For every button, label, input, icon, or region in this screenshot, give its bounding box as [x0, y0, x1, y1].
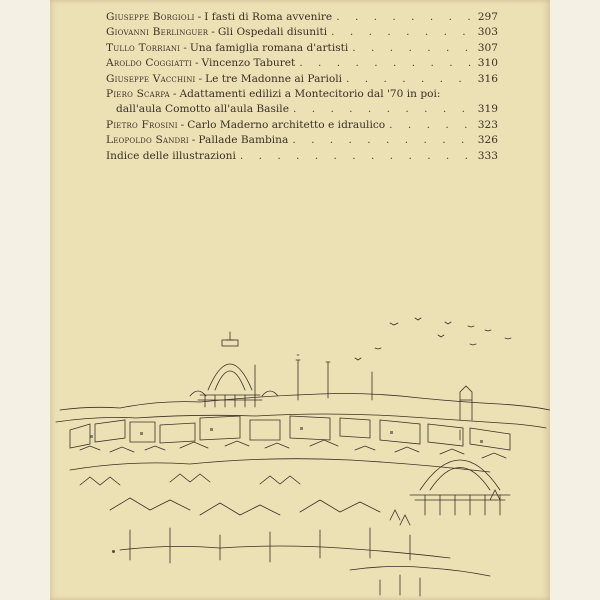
toc-title: Carlo Maderno architetto e idraulico	[187, 118, 386, 131]
toc-entry-scarpa	[106, 87, 498, 118]
toc-separator: -	[198, 72, 203, 85]
book-page	[50, 0, 550, 600]
toc-leader-dots	[385, 118, 474, 133]
toc-author: Tullo Torriani	[106, 41, 181, 54]
bird-mark	[375, 348, 381, 349]
toc-title: Vincenzo Taburet	[201, 57, 296, 70]
toc-title: Le tre Madonne ai Parioli	[205, 72, 342, 85]
toc-author: Leopoldo Sandri	[106, 134, 189, 147]
toc-separator: -	[183, 41, 187, 54]
toc-title: Pallade Bambina	[198, 134, 289, 147]
toc-separator: -	[194, 57, 199, 70]
toc-separator: -	[180, 118, 185, 131]
toc-entry-berlinguer	[106, 25, 498, 40]
toc-page-number: 310	[477, 57, 498, 70]
bird-mark	[505, 338, 511, 339]
toc-title-continuation: dall'aula Comotto all'aula Basile	[116, 103, 289, 116]
toc-leader-dots	[327, 25, 474, 40]
toc-author: Aroldo Coggiatti	[106, 57, 192, 70]
toc-author: Giovanni Berlinguer	[106, 26, 209, 39]
bird-mark	[390, 323, 398, 325]
toc-entry-coggiatti	[106, 56, 498, 71]
toc-leader-dots	[332, 10, 474, 25]
toc-title: Indice delle illustrazioni	[106, 149, 236, 162]
toc-entry-frosini	[106, 118, 498, 133]
bird-mark	[415, 318, 421, 320]
bird-mark	[438, 335, 444, 337]
toc-page-number: 297	[477, 11, 498, 23]
toc-page-number: 326	[477, 134, 498, 147]
toc-leader-dots	[348, 41, 473, 56]
toc-title: Gli Ospedali disuniti	[217, 26, 328, 39]
toc-entry-index-illustrations	[106, 149, 498, 164]
dome-of-st-peters	[190, 332, 278, 407]
toc-entry-borgioli	[106, 10, 498, 25]
toc-leader-dots	[295, 56, 473, 71]
toc-separator: -	[191, 134, 196, 147]
toc-page-number: 316	[477, 72, 498, 85]
toc-author: Pietro Frosini	[106, 118, 178, 131]
toc-leader-dots	[289, 102, 474, 117]
church-dome-right	[410, 430, 510, 515]
toc-entry-sandri	[106, 133, 498, 148]
toc-title: Una famiglia romana d'artisti	[189, 41, 349, 54]
page-edge-mark	[112, 550, 115, 553]
table-of-contents	[106, 10, 498, 164]
toc-title: Adattamenti edilizi a Montecitorio dal '70 in poi:	[179, 88, 441, 101]
toc-entry-torriani	[106, 41, 498, 56]
bird-mark	[485, 330, 491, 331]
bird-mark	[355, 358, 361, 360]
toc-author: Giuseppe Borgioli	[106, 11, 195, 23]
toc-entry-vacchini	[106, 72, 498, 87]
tower-mark	[326, 362, 330, 398]
toc-author: Giuseppe Vacchini	[106, 72, 196, 85]
toc-page-number: 303	[477, 26, 498, 39]
toc-page-number: 333	[477, 149, 498, 162]
tower-mark	[296, 355, 300, 400]
rome-skyline-illustration	[50, 300, 550, 600]
bird-mark	[468, 326, 474, 327]
toc-leader-dots	[236, 149, 474, 164]
toc-separator: -	[211, 26, 215, 39]
toc-page-number: 307	[477, 41, 498, 54]
bell-tower-right	[460, 386, 472, 420]
toc-title: I fasti di Roma avvenire	[204, 11, 333, 23]
toc-separator: -	[172, 88, 177, 101]
toc-author: Piero Scarpa	[106, 88, 170, 101]
toc-page-number: 319	[477, 103, 498, 116]
toc-leader-dots	[342, 72, 474, 87]
bird-mark	[445, 322, 451, 324]
bird-mark	[470, 344, 476, 345]
toc-page-number: 323	[477, 118, 498, 131]
toc-separator: -	[197, 11, 202, 23]
toc-leader-dots	[288, 133, 473, 148]
